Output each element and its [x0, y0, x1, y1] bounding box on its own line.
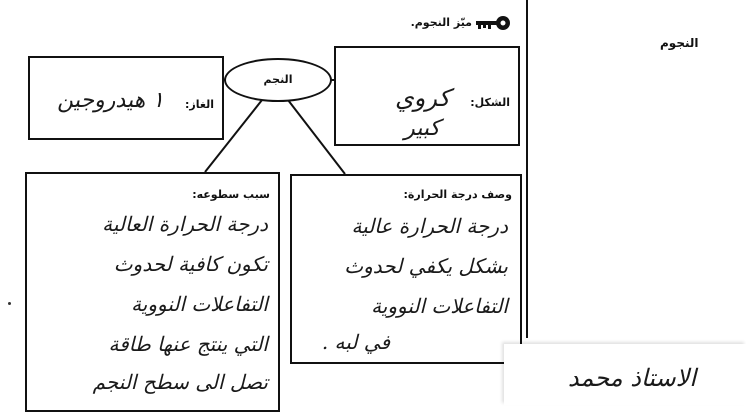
teacher-signature: الاستاذ محمد — [567, 364, 696, 392]
brightness-answer-line: التي ينتج عنها طاقة — [108, 332, 268, 356]
signature-note — [504, 344, 746, 405]
gas-box — [28, 56, 224, 140]
center-node-star — [224, 58, 332, 102]
shape-answer-line: كبير — [404, 116, 440, 141]
temperature-answer-line: بشكل يكفي لحدوث — [344, 254, 508, 278]
shape-answer-line: كروي — [394, 84, 450, 112]
margin-heading: النجوم — [660, 36, 699, 50]
brightness-box — [25, 172, 280, 412]
temperature-answer-line: درجة الحرارة عالية — [351, 214, 508, 238]
gas-answer: ١ هيدروجين — [57, 88, 164, 113]
temperature-box — [290, 174, 522, 364]
brightness-answer-line: درجة الحرارة العالية — [102, 212, 268, 236]
center-node-label: النجم — [263, 73, 293, 86]
shape-label: الشكل: — [470, 96, 510, 109]
brightness-answer-line: تصل الى سطح النجم — [92, 370, 268, 394]
brightness-answer-line: التفاعلات النووية — [131, 292, 268, 316]
gas-label: الغاز: — [185, 98, 214, 111]
temperature-answer-line: في لبه . — [321, 330, 390, 354]
temperature-answer-line: التفاعلات النووية — [371, 294, 508, 318]
activity-title: ميّز النجوم. — [410, 16, 472, 29]
shape-box — [334, 46, 520, 146]
brightness-answer-line: تكون كافية لحدوث — [113, 252, 268, 276]
temperature-label: وصف درجة الحرارة: — [403, 188, 512, 201]
ink-dot — [8, 302, 11, 305]
brightness-label: سبب سطوعه: — [192, 188, 270, 201]
